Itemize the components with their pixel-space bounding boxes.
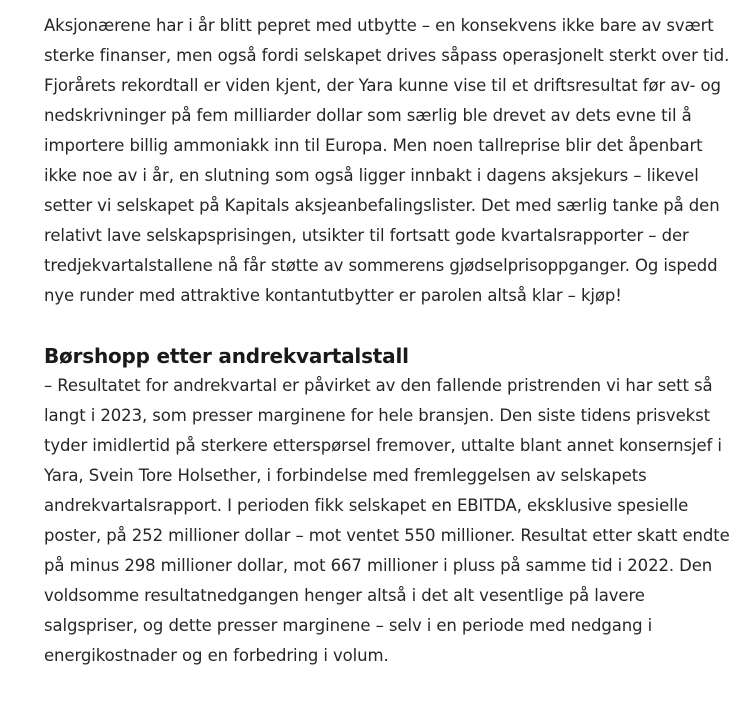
section-heading: Børshopp etter andrekvartalstall bbox=[44, 344, 409, 368]
article-paragraph: – Resultatet for andrekvartal er påvirket av den fallende pristrenden vi har sett så langt i 2023, som presser marginene for hele bransjen. Den siste tidens prisvekst tyder imidlertid på sterkere etterspørsel fremover, uttalte blant annet konsernsjef i Yara, Svein Tore Holsether, i forbindelse med fremleggelsen av selskapets andrekvartalsrapport. I perioden fikk selskapet en EBITDA, eksklusive spesielle poster, på 252 millioner dollar – mot ventet 550 millioner. Resultat etter skatt endte på minus 298 millioner dollar, mot 667 millioner i pluss på samme tid i 2022. Den voldsomme resultatnedgangen henger altså i det alt vesentlige på lavere salgspriser, og dette presser marginene – selv i en periode med nedgang i energikostnader og en forbedring i volum. bbox=[44, 376, 730, 665]
article-paragraph: Aksjonærene har i år blitt pepret med utbytte – en konsekvens ikke bare av svært sterke finanser, men også fordi selskapet drives såpass operasjonelt sterkt over tid. Fjorårets rekordtall er viden kjent, der Yara kunne vise til et driftsresultat før av- og nedskrivninger på fem milliarder dollar som særlig ble drevet av dets evne til å importere billig ammoniakk inn til Europa. Men noen tallreprise blir det åpenbart ikke noe av i år, en slutning som også ligger innbakt i dagens aksjekurs – likevel setter vi selskapet på Kapitals aksjeanbefalingslister. Det med særlig tanke på den relativt lave selskapsprisingen, utsikter til fortsatt gode kvartalsrapporter – der tredjekvartalstallene nå får støtte av sommerens gjødselprisoppganger. Og ispedd nye runder med attraktive kontantutbytter er parolen altså klar – kjøp! bbox=[44, 16, 730, 305]
